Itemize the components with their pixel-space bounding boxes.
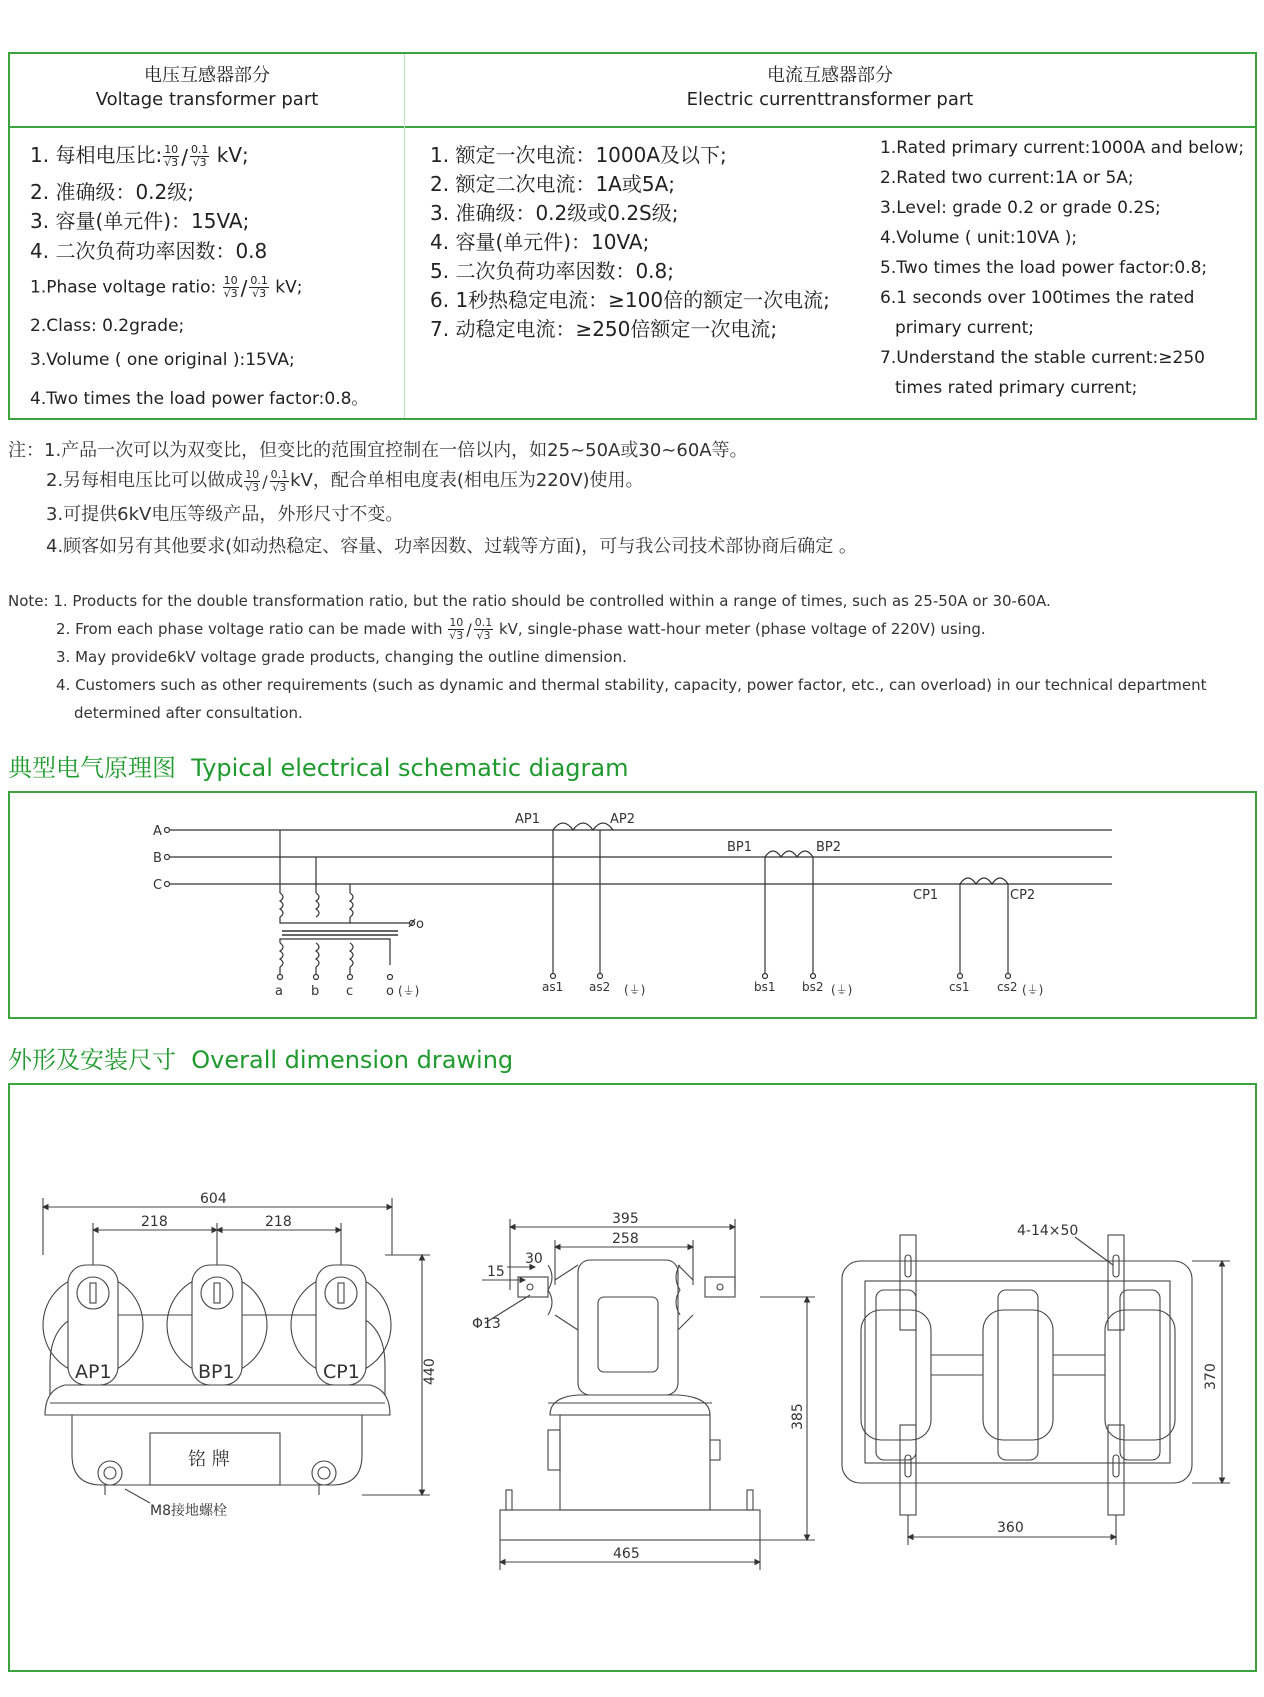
vt-primary-coil-a bbox=[280, 893, 283, 917]
ct-label-ap2: AP2 bbox=[610, 812, 636, 827]
vt-secondary-coil-a bbox=[280, 943, 283, 967]
note-en-5: determined after consultation. bbox=[74, 704, 303, 722]
header-voltage-part bbox=[10, 64, 404, 112]
header-right-cn: 电流互感器部分 bbox=[767, 65, 893, 86]
ct-cn-item-3: 3. 准确级：0.2级或0.2S级; bbox=[430, 201, 679, 225]
note-en-1: Note: 1. Products for the double transformation ratio, but the ratio should be controlled within a range of times, such as 25-50A or 30-60A. bbox=[8, 592, 1051, 610]
ratio-fraction-2: $\frac{0.1}{√3}$ bbox=[190, 143, 209, 169]
vt-cn-item-1: 1. 每相电压比: $\frac{10}{√3}$ / $\frac{0.1}{√3}$ kV; bbox=[30, 143, 249, 169]
bus-c-terminal bbox=[165, 882, 170, 887]
ct-b-coil bbox=[765, 851, 813, 857]
vt-cn-item-2: 2. 准确级：0.2级; bbox=[30, 180, 194, 204]
note-cn-fraction-1: $\frac{10}{√3}$ bbox=[245, 467, 260, 494]
core-a bbox=[861, 1310, 931, 1440]
front-view bbox=[43, 1198, 430, 1503]
front-label-cp1: CP1 bbox=[323, 1361, 360, 1383]
side-dim-465: 465 bbox=[613, 1546, 640, 1562]
side-dim-395: 395 bbox=[612, 1211, 639, 1227]
ct-label-bp2: BP2 bbox=[816, 840, 842, 855]
vt-open-terminal-label: o bbox=[416, 917, 424, 932]
ct-cn-item-5: 5. 二次负荷功率因数：0.8; bbox=[430, 259, 674, 283]
front-dim-218-right: 218 bbox=[265, 1214, 292, 1230]
vt-primary-coil-c bbox=[350, 893, 353, 917]
ct-cn-item-6: 6. 1秒热稳定电流：≥100倍的额定一次电流; bbox=[430, 288, 830, 312]
ct-cn-item-7: 7. 动稳定电流：≥250倍额定一次电流; bbox=[430, 317, 778, 341]
vt-secondary-coil-c bbox=[350, 943, 353, 967]
ratio-fraction-3: $\frac{10}{√3}$ bbox=[223, 274, 238, 300]
top-dim-holes: 4-14×50 bbox=[1017, 1223, 1079, 1239]
mount-foot-bl bbox=[900, 1425, 916, 1515]
ground-bolt-label: M8接地螺栓 bbox=[150, 1503, 227, 1519]
vt-en-item-4: 4.Two times the load power factor:0.8。 bbox=[30, 389, 369, 409]
ratio-fraction-1: $\frac{10}{√3}$ bbox=[164, 143, 179, 169]
note-en-fraction-2: $\frac{0.1}{√3}$ bbox=[474, 616, 493, 642]
ct-en-item-2: 2.Rated two current:1A or 5A; bbox=[880, 168, 1134, 188]
top-view bbox=[842, 1235, 1230, 1545]
bus-b-terminal bbox=[165, 855, 170, 860]
ground-symbol-vt: (⏚) bbox=[398, 984, 420, 998]
side-view-labels bbox=[472, 1211, 806, 1562]
dimension-frame bbox=[8, 1083, 1257, 1672]
schematic-frame bbox=[8, 791, 1257, 1019]
bus-label-a: A bbox=[153, 824, 162, 839]
side-dim-hole: Φ13 bbox=[472, 1316, 501, 1332]
ct-label-ap1: AP1 bbox=[515, 812, 541, 827]
vt-terminal-c: c bbox=[346, 984, 354, 999]
front-label-ap1: AP1 bbox=[75, 1361, 112, 1383]
ct-label-cp1: CP1 bbox=[913, 888, 939, 903]
vt-en-item-1: 1.Phase voltage ratio: $\frac{10}{√3}$ / $\frac{0.1}{√3}$ kV; bbox=[30, 274, 303, 300]
note-en-4: 4. Customers such as other requirements (such as dynamic and thermal stability, capacity, power factor, etc., can overload) in our technical department bbox=[56, 676, 1207, 694]
header-right-en: Electric currenttransformer part bbox=[686, 89, 974, 110]
spec-table bbox=[8, 52, 1257, 420]
ct-en-item-6-cont: primary current; bbox=[895, 318, 1034, 338]
schematic-title: 典型电气原理图 Typical electrical schematic diagram bbox=[8, 754, 629, 782]
vt-cn-item-4: 4. 二次负荷功率因数：0.8 bbox=[30, 239, 268, 263]
front-label-bp1: BP1 bbox=[198, 1361, 235, 1383]
ct-en-item-7: 7.Understand the stable current:≥250 bbox=[880, 348, 1205, 368]
column-divider bbox=[404, 54, 405, 418]
header-left-cn: 电压互感器部分 bbox=[144, 65, 270, 86]
ct-c-coil bbox=[960, 878, 1008, 884]
ct-label-as2: as2 bbox=[589, 980, 611, 994]
vt-cn-item-3: 3. 容量(单元件)：15VA; bbox=[30, 209, 250, 233]
ct-cn-item-2: 2. 额定二次电流：1A或5A; bbox=[430, 172, 675, 196]
ct-en-item-7-cont: times rated primary current; bbox=[895, 378, 1138, 398]
ct-cn-item-4: 4. 容量(单元件)：10VA; bbox=[430, 230, 650, 254]
note-cn-4: 4.顾客如另有其他要求(如动热稳定、容量、功率因数、过载等方面)，可与我公司技术部协商后确定 。 bbox=[46, 536, 857, 557]
side-dim-258: 258 bbox=[612, 1231, 639, 1247]
front-dim-440: 440 bbox=[422, 1358, 438, 1385]
note-en-3: 3. May provide6kV voltage grade products, changing the outline dimension. bbox=[56, 648, 627, 666]
bus-a-terminal bbox=[165, 828, 170, 833]
header-left-en: Voltage transformer part bbox=[95, 89, 319, 110]
ct-en-item-5: 5.Two times the load power factor:0.8; bbox=[880, 258, 1208, 278]
vt-en-item-2: 2.Class: 0.2grade; bbox=[30, 316, 185, 336]
ratio-fraction-4: $\frac{0.1}{√3}$ bbox=[250, 274, 268, 300]
ct-label-bp1: BP1 bbox=[727, 840, 753, 855]
note-cn-2: 2.另每相电压比可以做成 $\frac{10}{√3}$ / $\frac{0.1}{√3}$ kV，配合单相电度表(相电压为220V)使用。 bbox=[46, 467, 644, 494]
ct-label-bs2: bs2 bbox=[802, 980, 824, 994]
table-header-row bbox=[10, 54, 1255, 128]
bus-label-b: B bbox=[153, 851, 162, 866]
ct-en-item-6: 6.1 seconds over 100times the rated bbox=[880, 288, 1195, 308]
vt-terminal-o: o bbox=[386, 984, 394, 999]
ground-symbol-c: (⏚) bbox=[1022, 983, 1044, 997]
ct-label-cs1: cs1 bbox=[949, 980, 970, 994]
ct-label-bs1: bs1 bbox=[754, 980, 776, 994]
dimension-drawing bbox=[10, 1085, 1255, 1670]
side-view bbox=[482, 1219, 815, 1570]
vt-en-item-3: 3.Volume ( one original ):15VA; bbox=[30, 350, 295, 370]
header-current-part bbox=[405, 64, 1255, 112]
mount-foot-tl bbox=[900, 1235, 916, 1330]
ct-en-item-4: 4.Volume ( unit:10VA ); bbox=[880, 228, 1078, 248]
vt-primary-coil-b bbox=[316, 893, 319, 917]
side-dim-15: 15 bbox=[487, 1264, 505, 1280]
note-cn-1: 注：1.产品一次可以为双变比，但变比的范围宜控制在一倍以内，如25~50A或30~60A等。 bbox=[8, 440, 748, 461]
ct-label-cp2: CP2 bbox=[1010, 888, 1036, 903]
ct-cn-item-1: 1. 额定一次电流：1000A及以下; bbox=[430, 143, 727, 167]
front-dim-218-left: 218 bbox=[141, 1214, 168, 1230]
side-dim-385: 385 bbox=[790, 1403, 806, 1430]
ct-label-cs2: cs2 bbox=[997, 980, 1018, 994]
ct-en-item-3: 3.Level: grade 0.2 or grade 0.2S; bbox=[880, 198, 1161, 218]
top-dim-360: 360 bbox=[997, 1520, 1024, 1536]
core-b bbox=[983, 1310, 1053, 1440]
front-dim-604: 604 bbox=[200, 1191, 227, 1207]
ct-en-item-1: 1.Rated primary current:1000A and below; bbox=[880, 138, 1245, 158]
vt-terminal-a: a bbox=[275, 984, 283, 999]
note-en-2: 2. From each phase voltage ratio can be made with $\frac{10}{√3}$ / $\frac{0.1}{√3}$ kV, single-phase watt-hour meter (phase voltage of 220V) using. bbox=[56, 616, 986, 642]
top-dim-370: 370 bbox=[1203, 1363, 1219, 1390]
ct-label-as1: as1 bbox=[542, 980, 564, 994]
note-cn-fraction-2: $\frac{0.1}{√3}$ bbox=[270, 467, 289, 494]
bus-label-c: C bbox=[153, 878, 163, 893]
dimension-title: 外形及安装尺寸 Overall dimension drawing bbox=[8, 1046, 514, 1074]
nameplate-label: 铭 牌 bbox=[188, 1449, 230, 1470]
ground-symbol-b: (⏚) bbox=[831, 983, 853, 997]
vt-secondary-coil-b bbox=[316, 943, 319, 967]
note-en-fraction-1: $\frac{10}{√3}$ bbox=[449, 616, 464, 642]
note-cn-3: 3.可提供6kV电压等级产品，外形尺寸不变。 bbox=[46, 504, 404, 525]
schematic-diagram bbox=[10, 793, 1255, 1017]
vt-terminal-b: b bbox=[311, 984, 320, 999]
side-dim-30: 30 bbox=[525, 1251, 543, 1267]
ground-symbol-a: (⏚) bbox=[624, 983, 646, 997]
ct-a-coil bbox=[553, 823, 613, 830]
